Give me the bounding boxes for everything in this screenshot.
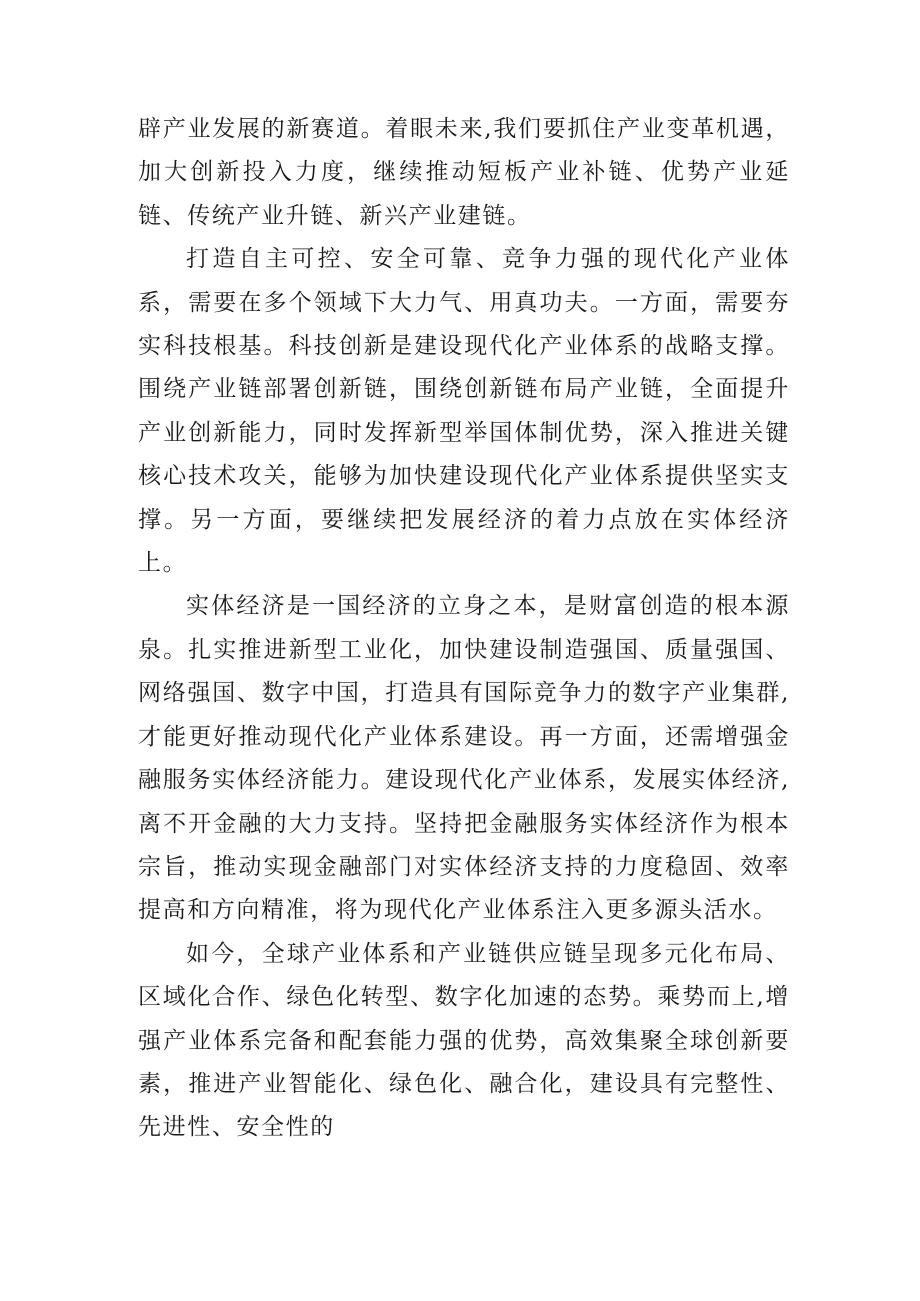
paragraph-4: 如今，全球产业体系和产业链供应链呈现多元化布局、区域化合作、绿色化转型、数字化加速的态势。乘势而上,增强产业体系完备和配套能力强的优势，高效集聚全球创新要素，推进产业智能化、绿色化、融合化，建设具有完整性、先进性、安全性的	[138, 940, 790, 1141]
paragraph-3: 实体经济是一国经济的立身之本，是财富创造的根本源泉。扎实推进新型工业化，加快建设制造强国、质量强国、网络强国、数字中国，打造具有国际竞争力的数字产业集群,才能更好推动现代化产业体系建设。再一方面，还需增强金融服务实体经济能力。建设现代化产业体系，发展实体经济,离不开金融的大力支持。坚持把金融服务实体经济作为根本宗旨，推动实现金融部门对实体经济支持的力度稳固、效率提高和方向精准，将为现代化产业体系注入更多源头活水。	[138, 593, 790, 924]
body-text	[138, 108, 790, 1150]
paragraph-1: 辟产业发展的新赛道。着眼未来,我们要抓住产业变革机遇，加大创新投入力度，继续推动短板产业补链、优势产业延链、传统产业升链、新兴产业建链。	[138, 116, 790, 229]
paragraph-2: 打造自主可控、安全可靠、竞争力强的现代化产业体系，需要在多个领域下大力气、用真功夫。一方面，需要夯实科技根基。科技创新是建设现代化产业体系的战略支撑。围绕产业链部署创新链，围绕创新链布局产业链，全面提升产业创新能力，同时发挥新型举国体制优势，深入推进关键核心技术攻关，能够为加快建设现代化产业体系提供坚实支撑。另一方面，要继续把发展经济的着力点放在实体经济上。	[138, 246, 790, 577]
